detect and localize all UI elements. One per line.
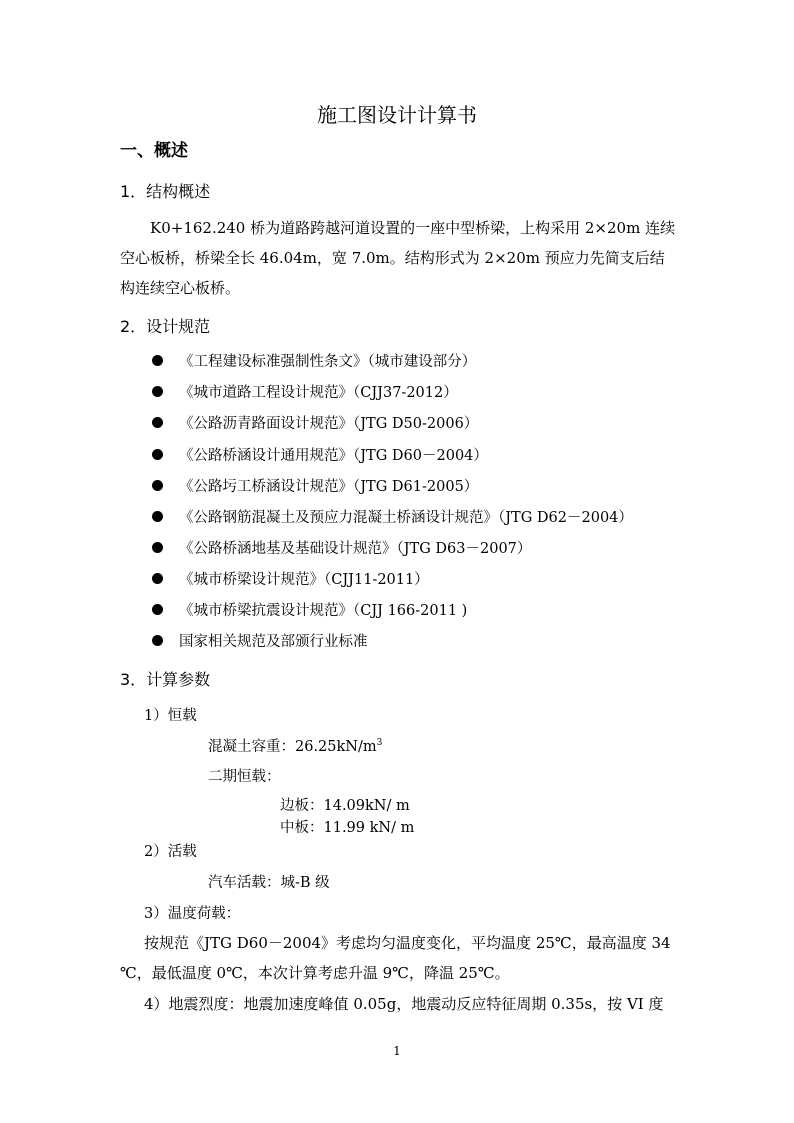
bullet-icon <box>152 355 163 366</box>
section-heading-overview: 一、概述 <box>120 141 188 161</box>
bullet-icon <box>152 449 163 460</box>
live-load-label: 2）活载 <box>144 844 197 860</box>
list-item: 国家相关规范及部颁行业标准 <box>152 630 368 651</box>
temperature-paragraph-line-2: ℃，最低温度 0℃，本次计算考虑升温 9℃，降温 25℃。 <box>120 964 510 982</box>
list-item: 《公路圬工桥涵设计规范》（JTG D61-2005） <box>152 475 478 496</box>
page-number: 1 <box>393 1044 401 1058</box>
heading-structure-overview: 1．结构概述 <box>120 182 211 201</box>
list-item: 《城市桥梁设计规范》（CJJ11-2011） <box>152 568 429 589</box>
structure-paragraph-line-2: 空心板桥，桥梁全长 46.04m，宽 7.0m。结构形式为 2×20m 预应力先简支后结 <box>120 249 665 267</box>
seismic-paragraph-line: 4）地震烈度：地震加速度峰值 0.05g，地震动反应特征周期 0.35s，按 VI 度 <box>144 995 664 1013</box>
bullet-icon <box>152 635 163 646</box>
list-item: 《公路桥涵设计通用规范》（JTG D60－2004） <box>152 444 488 465</box>
list-item: 《公路钢筋混凝土及预应力混凝土桥涵设计规范》（JTG D62－2004） <box>152 506 633 527</box>
structure-paragraph-line-1: K0+162.240 桥为道路跨越河道设置的一座中型桥梁，上构采用 2×20m 连续 <box>150 219 676 237</box>
bullet-icon <box>152 386 163 397</box>
bullet-icon <box>152 417 163 428</box>
list-item: 《公路沥青路面设计规范》（JTG D50-2006） <box>152 412 478 433</box>
list-item: 《公路桥涵地基及基础设计规范》（JTG D63－2007） <box>152 537 531 558</box>
bullet-icon <box>152 511 163 522</box>
bullet-icon <box>152 542 163 553</box>
structure-paragraph-line-3: 构连续空心板桥。 <box>120 279 241 297</box>
list-item: 《工程建设标准强制性条文》（城市建设部分） <box>152 350 476 371</box>
bullet-icon <box>152 604 163 615</box>
temperature-load-label: 3）温度荷载： <box>144 906 241 922</box>
edge-slab-load: 边板：14.09kN/ m <box>280 798 410 814</box>
bullet-icon <box>152 573 163 584</box>
document-title: 施工图设计计算书 <box>317 103 477 127</box>
concrete-unit-weight: 混凝土容重：$26.25kN/m^3$ <box>208 738 383 755</box>
vehicle-live-load: 汽车活载：城-B 级 <box>208 875 330 891</box>
bullet-icon <box>152 480 163 491</box>
temperature-paragraph-line-1: 按规范《JTG D60－2004》考虑均匀温度变化，平均温度 25℃，最高温度 34 <box>144 934 671 952</box>
heading-design-codes: 2．设计规范 <box>120 317 211 336</box>
list-item: 《城市桥梁抗震设计规范》（CJJ 166-2011 ) <box>152 599 467 620</box>
dead-load-label: 1）恒载 <box>144 708 197 724</box>
phase2-dead-load-label: 二期恒载： <box>208 769 281 785</box>
list-item: 《城市道路工程设计规范》（CJJ37-2012） <box>152 381 458 402</box>
mid-slab-load: 中板：11.99 kN/ m <box>280 820 415 836</box>
heading-calc-params: 3．计算参数 <box>120 670 211 689</box>
